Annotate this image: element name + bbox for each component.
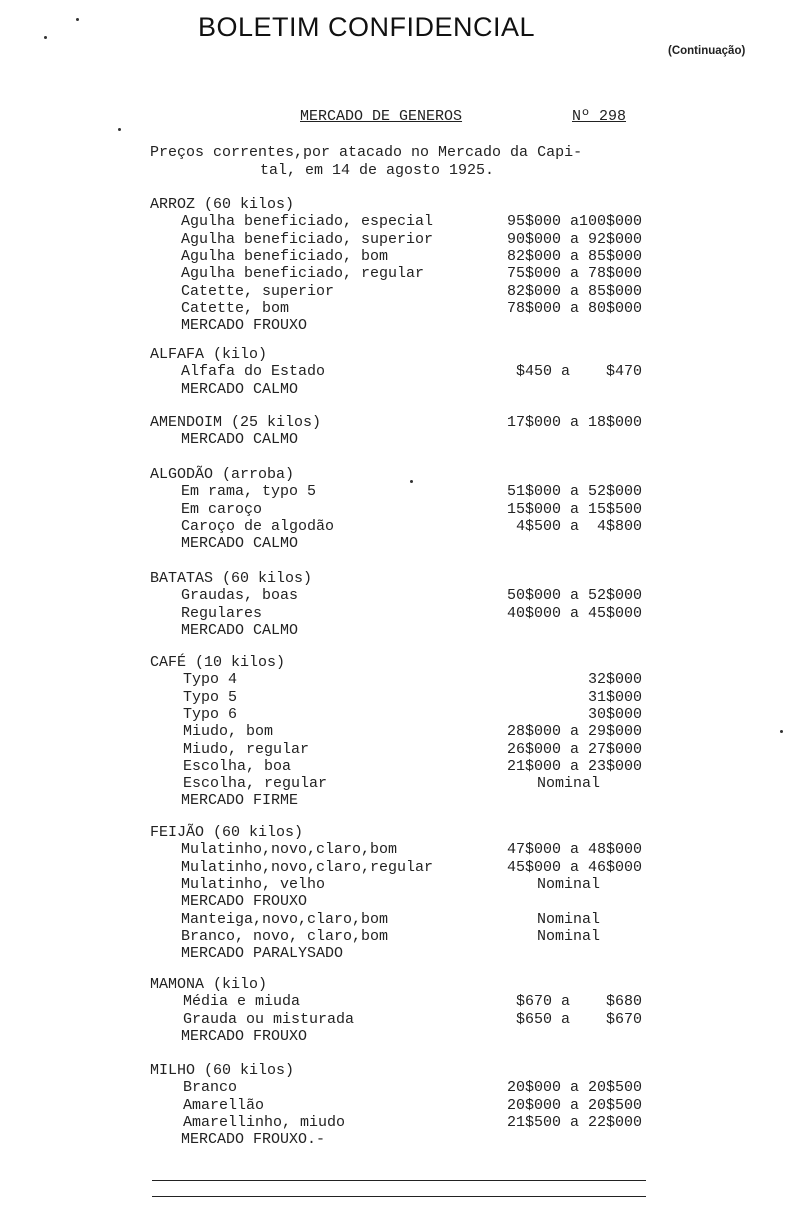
price-text: 20$000 a 20$500	[506, 1096, 642, 1114]
market-status: MERCADO PARALYSADO	[181, 945, 344, 963]
intro-line-2: tal, em 14 de agosto 1925.	[260, 162, 495, 179]
bottom-rule-1	[152, 1180, 646, 1181]
price-value	[0, 518, 790, 536]
commodity-item: Escolha, regular	[183, 775, 328, 793]
price-value	[0, 859, 790, 877]
ink-speck	[118, 128, 121, 131]
price-text: 82$000 a 85$000	[506, 247, 642, 265]
price-text: 47$000 a 48$000	[506, 841, 642, 859]
commodity-item: Branco, novo, claro,bom	[181, 927, 389, 945]
price-value	[0, 283, 790, 301]
price-value	[0, 501, 790, 519]
price-text: $450 a $470	[515, 363, 642, 381]
price-value	[0, 1097, 790, 1115]
commodity-heading: ALGODÃO (arroba)	[150, 466, 295, 483]
market-status: MERCADO CALMO	[181, 380, 299, 398]
commodity-item: Mulatinho,novo,claro,bom	[181, 841, 398, 859]
market-status: MERCADO FROUXO	[181, 317, 308, 335]
price-text: 31$000	[587, 688, 642, 706]
commodity-item: MERCADO FROUXO	[181, 893, 308, 911]
commodity-heading: MILHO (60 kilos)	[150, 1062, 295, 1079]
market-status: MERCADO FIRME	[181, 792, 299, 810]
price-value	[0, 706, 790, 724]
market-status: MERCADO CALMO	[181, 535, 299, 553]
market-status: MERCADO FROUXO	[181, 1027, 308, 1045]
price-text: 75$000 a 78$000	[506, 265, 642, 283]
price-text: Nominal	[536, 875, 600, 893]
commodity-item: Amarellinho, miudo	[183, 1113, 346, 1131]
commodity-item: Em rama, typo 5	[181, 483, 317, 501]
commodity-item: Mulatinho, velho	[181, 875, 326, 893]
commodity-heading: FEIJÃO (60 kilos)	[150, 824, 304, 841]
price-value	[0, 363, 790, 381]
market-status: MERCADO CALMO	[181, 621, 299, 639]
commodity-item: Em caroço	[181, 500, 263, 518]
price-text: 30$000	[587, 705, 642, 723]
price-value	[0, 300, 790, 318]
price-text: 78$000 a 80$000	[506, 299, 642, 317]
price-value	[0, 775, 790, 793]
commodity-item: Typo 4	[183, 671, 238, 689]
price-text: 21$500 a 22$000	[506, 1113, 642, 1131]
price-text: 90$000 a 92$000	[506, 230, 642, 248]
commodity-item: Graudas, boas	[181, 587, 299, 605]
continuation-label: (Continuação)	[668, 45, 746, 57]
commodity-item: Grauda ou misturada	[183, 1010, 355, 1028]
price-value	[0, 741, 790, 759]
price-value	[0, 928, 790, 946]
price-value	[0, 414, 790, 432]
price-text: 32$000	[587, 671, 642, 689]
price-value	[0, 587, 790, 605]
price-value	[0, 911, 790, 929]
price-text: 40$000 a 45$000	[506, 604, 642, 622]
commodity-item: Agulha beneficiado, bom	[181, 247, 389, 265]
commodity-item: Média e miuda	[183, 993, 301, 1011]
market-title: MERCADO DE GENEROS	[300, 108, 463, 125]
commodity-item: Catette, superior	[181, 282, 335, 300]
document-header	[0, 8, 790, 57]
price-value	[0, 876, 790, 894]
price-text: 28$000 a 29$000	[506, 723, 642, 741]
price-value	[0, 1079, 790, 1097]
price-value	[0, 1114, 790, 1132]
commodity-item: Amarellão	[183, 1096, 265, 1114]
intro-line-1: Preços correntes,por atacado no Mercado da Capi-	[150, 144, 583, 161]
price-text: 15$000 a 15$500	[506, 500, 642, 518]
price-text: 4$500 a 4$800	[515, 517, 642, 535]
price-value	[0, 265, 790, 283]
market-subheader	[300, 108, 462, 125]
ink-speck	[780, 730, 783, 733]
price-value	[0, 1011, 790, 1029]
market-status: MERCADO FROUXO.-	[181, 1131, 326, 1149]
price-text: 82$000 a 85$000	[506, 282, 642, 300]
price-text: $670 a $680	[515, 993, 642, 1011]
price-value	[0, 671, 790, 689]
price-text: 50$000 a 52$000	[506, 587, 642, 605]
bulletin-title: BOLETIM CONFIDENCIAL	[198, 12, 536, 42]
commodity-item: Caroço de algodão	[181, 517, 335, 535]
commodity-item: Branco	[183, 1079, 238, 1097]
commodity-item: Catette, bom	[181, 299, 290, 317]
commodity-item: Agulha beneficiado, superior	[181, 230, 434, 248]
commodity-item: Typo 5	[183, 688, 238, 706]
commodity-item: Alfafa do Estado	[181, 363, 326, 381]
price-value	[0, 248, 790, 266]
commodity-heading: MAMONA (kilo)	[150, 976, 268, 993]
price-text: 45$000 a 46$000	[506, 858, 642, 876]
price-text: Nominal	[536, 910, 600, 928]
commodity-item: Miudo, bom	[183, 723, 274, 741]
commodity-item: Escolha, boa	[183, 757, 292, 775]
commodity-heading: BATATAS (60 kilos)	[150, 570, 313, 587]
commodity-item: Regulares	[181, 604, 263, 622]
commodity-item: Miudo, regular	[183, 740, 310, 758]
bulletin-number: Nº 298	[572, 108, 627, 125]
price-value	[0, 605, 790, 623]
price-text: Nominal	[536, 775, 600, 793]
price-value	[0, 213, 790, 231]
price-text: 95$000 a100$000	[506, 213, 642, 231]
price-value	[0, 483, 790, 501]
commodity-item: Agulha beneficiado, regular	[181, 265, 425, 283]
price-text: 21$000 a 23$000	[506, 757, 642, 775]
price-value	[0, 758, 790, 776]
price-value	[0, 231, 790, 249]
commodity-heading: ALFAFA (kilo)	[150, 346, 268, 363]
price-value	[0, 993, 790, 1011]
commodity-item: Manteiga,novo,claro,bom	[181, 910, 389, 928]
price-value	[0, 841, 790, 859]
commodity-item: Typo 6	[183, 705, 238, 723]
price-value	[0, 689, 790, 707]
price-text: Nominal	[536, 927, 600, 945]
commodity-heading: AMENDOIM (25 kilos)	[150, 414, 322, 431]
ink-speck	[410, 480, 413, 483]
bottom-rule-2	[152, 1196, 646, 1197]
ink-speck	[76, 18, 79, 21]
commodity-heading: CAFÉ (10 kilos)	[150, 654, 286, 671]
price-text: 51$000 a 52$000	[506, 483, 642, 501]
price-text: 26$000 a 27$000	[506, 740, 642, 758]
commodity-item: Agulha beneficiado, especial	[181, 213, 434, 231]
commodity-heading: ARROZ (60 kilos)	[150, 196, 295, 213]
ink-speck	[44, 36, 47, 39]
commodity-item: Mulatinho,novo,claro,regular	[181, 858, 434, 876]
price-text: 17$000 a 18$000	[506, 414, 642, 431]
market-status: MERCADO CALMO	[181, 431, 299, 449]
price-text: $650 a $670	[515, 1010, 642, 1028]
price-value	[0, 723, 790, 741]
price-text: 20$000 a 20$500	[506, 1079, 642, 1097]
